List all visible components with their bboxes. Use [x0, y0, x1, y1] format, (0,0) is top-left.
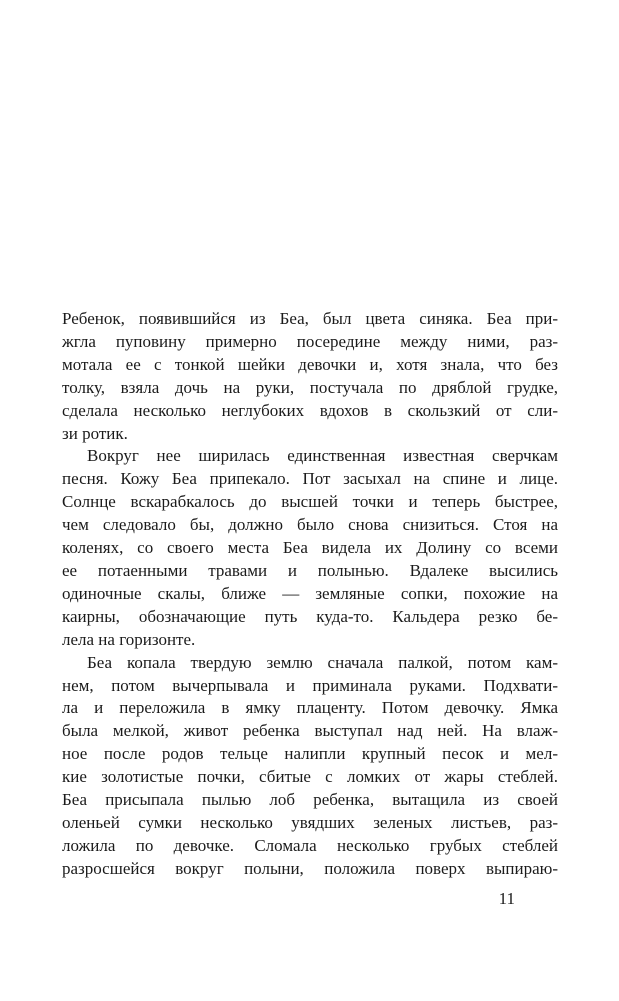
- text-line: Солнце вскарабкалось до высшей точки и теперь быстрее,: [62, 492, 558, 512]
- text-line: Беа копала твердую землю сначала палкой, потом кам-: [87, 652, 558, 672]
- text-line: мотала ее с тонкой шейки девочки и, хотя знала, что без: [62, 354, 558, 374]
- text-line: толку, взяла дочь на руки, постучала по дряблой грудке,: [62, 377, 558, 397]
- text-line: ное после родов тельце налипли крупный песок и мел-: [62, 744, 558, 764]
- text-line: нем, потом вычерпывала и приминала руками. Подхвати-: [62, 675, 558, 695]
- text-line: ее потаенными травами и полынью. Вдалеке высились: [62, 560, 558, 580]
- paragraph: [62, 445, 558, 651]
- text-line: песня. Кожу Беа припекало. Пот засыхал на спине и лице.: [62, 469, 558, 489]
- text-block: [62, 308, 558, 881]
- text-line: коленях, со своего места Беа видела их Долину со всеми: [62, 538, 558, 558]
- text-line: Ребенок, появившийся из Беа, был цвета синяка. Беа при-: [62, 309, 558, 328]
- text-line: жгла пуповину примерно посередине между ними, раз-: [62, 331, 558, 351]
- paragraph: [62, 652, 558, 881]
- text-line: сделала несколько неглубоких вдохов в скользкий от сли-: [62, 400, 558, 420]
- text-line: Беа присыпала пылью лоб ребенка, вытащила из своей: [62, 790, 558, 810]
- text-line: оленьей сумки несколько увядших зеленых листьев, раз-: [62, 812, 558, 832]
- text-line: была мелкой, живот ребенка выступал над ней. На влаж-: [62, 721, 558, 741]
- text-line: ложила по девочке. Сломала несколько грубых стеблей: [62, 835, 558, 855]
- paragraph: [62, 308, 558, 445]
- text-line: разросшейся вокруг полыни, положила поверх выпираю-: [62, 858, 558, 878]
- text-line: зи ротик.: [62, 423, 128, 443]
- text-line: ла и переложила в ямку плаценту. Потом девочку. Ямка: [62, 698, 558, 718]
- text-line: чем следовало бы, должно было снова снизиться. Стоя на: [62, 515, 558, 535]
- text-line: каирны, обозначающие путь куда-то. Кальдера резко бе-: [62, 606, 558, 626]
- text-line: лела на горизонте.: [62, 629, 196, 649]
- text-line: одиночные скалы, ближе — земляные сопки, похожие на: [62, 583, 558, 603]
- text-line: Вокруг нее ширилась единственная известная сверчкам: [87, 446, 558, 466]
- page-number: 11: [498, 889, 515, 908]
- text-line: кие золотистые почки, сбитые с ломких от жары стеблей.: [62, 767, 558, 787]
